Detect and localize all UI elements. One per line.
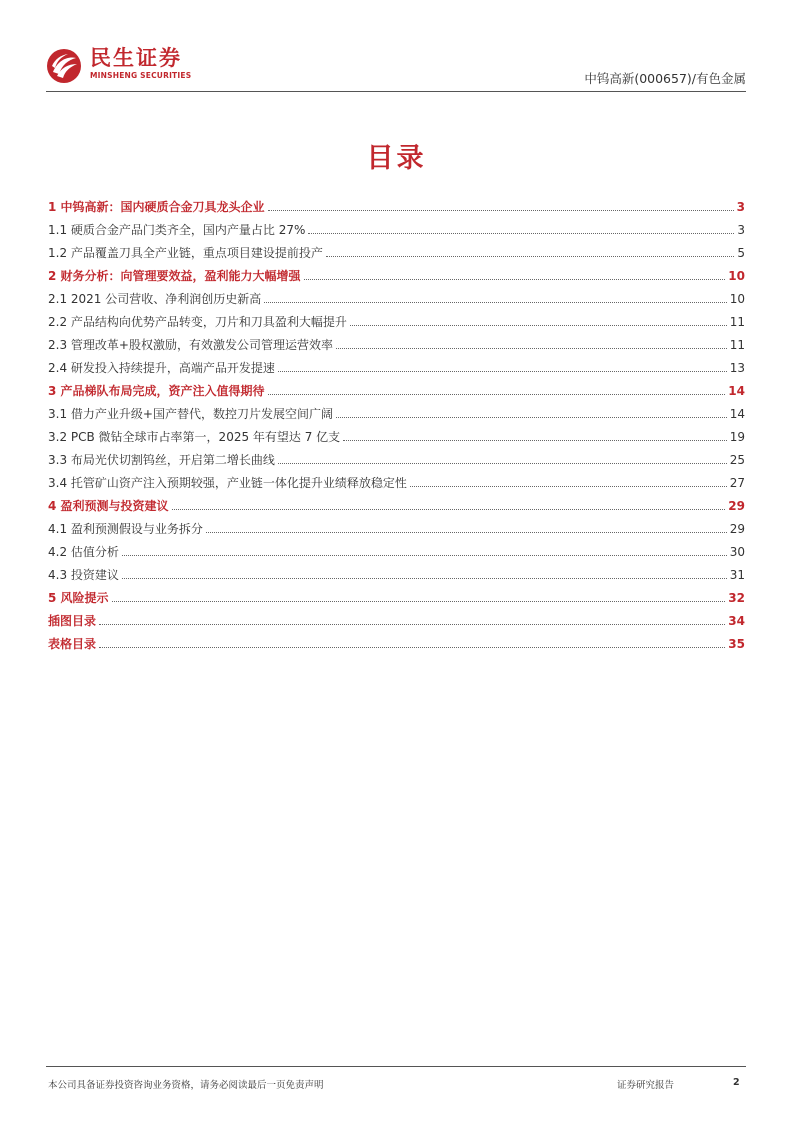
toc-entry-page: 14 bbox=[729, 407, 745, 421]
toc-entry-title: 1.1 硬质合金产品门类齐全，国内产量占比 27% bbox=[48, 223, 306, 237]
toc-leader-dots bbox=[264, 302, 726, 303]
toc-leader-dots bbox=[350, 325, 727, 326]
toc-entry-title: 1.2 产品覆盖刀具全产业链，重点项目建设提前投产 bbox=[48, 246, 323, 260]
toc-entry-title: 2.4 研发投入持续提升，高端产品开发提速 bbox=[48, 361, 275, 375]
toc-leader-dots bbox=[343, 440, 727, 441]
toc-entry-page: 29 bbox=[728, 499, 745, 513]
toc-leader-dots bbox=[122, 578, 727, 579]
toc-entry[interactable] bbox=[48, 605, 745, 628]
toc-leader-dots bbox=[336, 417, 727, 418]
brand bbox=[90, 46, 191, 81]
header-divider bbox=[46, 91, 746, 92]
toc-leader-dots bbox=[278, 463, 727, 464]
toc-leader-dots bbox=[206, 532, 727, 533]
page-number: 2 bbox=[733, 1077, 740, 1088]
toc-entry-page: 11 bbox=[729, 338, 745, 352]
toc-entry-page: 34 bbox=[728, 614, 745, 628]
toc-leader-dots bbox=[278, 371, 727, 372]
toc-entry[interactable] bbox=[48, 490, 745, 513]
toc-entry[interactable] bbox=[48, 375, 745, 398]
toc-entry-page: 27 bbox=[729, 476, 745, 490]
toc-entry[interactable] bbox=[48, 329, 745, 352]
toc-entry-page: 10 bbox=[728, 269, 745, 283]
toc-entry[interactable] bbox=[48, 306, 745, 329]
toc-entry-page: 3 bbox=[736, 200, 745, 214]
toc-entry-title: 1 中钨高新：国内硬质合金刀具龙头企业 bbox=[48, 200, 265, 214]
toc-entry-page: 31 bbox=[729, 568, 745, 582]
toc-entry[interactable] bbox=[48, 283, 745, 306]
toc-entry[interactable] bbox=[48, 467, 745, 490]
toc-entry-title: 4.3 投资建议 bbox=[48, 568, 119, 582]
toc-entry-title: 2 财务分析：向管理要效益，盈利能力大幅增强 bbox=[48, 269, 301, 283]
toc-leader-dots bbox=[268, 210, 734, 211]
toc-entry[interactable] bbox=[48, 398, 745, 421]
toc-entry[interactable] bbox=[48, 260, 745, 283]
toc-entry[interactable] bbox=[48, 214, 745, 237]
toc-entry-title: 2.3 管理改革+股权激励，有效激发公司管理运营效率 bbox=[48, 338, 333, 352]
toc-leader-dots bbox=[304, 279, 726, 280]
toc-entry-page: 13 bbox=[729, 361, 745, 375]
toc-entry[interactable] bbox=[48, 582, 745, 605]
toc-entry-page: 3 bbox=[737, 223, 745, 237]
minsheng-logo-icon bbox=[46, 48, 82, 84]
toc-entry-title: 5 风险提示 bbox=[48, 591, 109, 605]
footer-disclaimer: 本公司具备证券投资咨询业务资格，请务必阅读最后一页免责声明 bbox=[48, 1080, 324, 1091]
toc-entry-title: 4.2 估值分析 bbox=[48, 545, 119, 559]
toc-entry-page: 32 bbox=[728, 591, 745, 605]
toc-entry[interactable] bbox=[48, 536, 745, 559]
toc-entry-title: 2.1 2021 公司营收、净利润创历史新高 bbox=[48, 292, 262, 306]
toc-entry[interactable] bbox=[48, 352, 745, 375]
toc-entry[interactable] bbox=[48, 421, 745, 444]
toc-entry-title: 表格目录 bbox=[48, 637, 97, 651]
toc-entry-title: 4.1 盈利预测假设与业务拆分 bbox=[48, 522, 203, 536]
toc-entry-title: 3.4 托管矿山资产注入预期较强，产业链一体化提升业绩释放稳定性 bbox=[48, 476, 407, 490]
toc-entry-page: 5 bbox=[737, 246, 745, 260]
toc-leader-dots bbox=[99, 647, 725, 648]
toc-entry-title: 插图目录 bbox=[48, 614, 97, 628]
toc-entry-page: 30 bbox=[729, 545, 745, 559]
toc-leader-dots bbox=[112, 601, 726, 602]
toc-entry[interactable] bbox=[48, 559, 745, 582]
toc-entry-page: 29 bbox=[729, 522, 745, 536]
toc-entry[interactable] bbox=[48, 628, 745, 651]
toc-entry-page: 25 bbox=[729, 453, 745, 467]
brand-name-en: MINSHENG SECURITIES bbox=[90, 71, 192, 80]
toc-leader-dots bbox=[172, 509, 726, 510]
footer-divider bbox=[46, 1066, 746, 1067]
toc-leader-dots bbox=[268, 394, 726, 395]
toc-entry-title: 3 产品梯队布局完成，资产注入值得期待 bbox=[48, 384, 265, 398]
toc-entry[interactable] bbox=[48, 444, 745, 467]
toc-entry-page: 35 bbox=[728, 637, 745, 651]
toc-leader-dots bbox=[122, 555, 727, 556]
toc-leader-dots bbox=[308, 233, 734, 234]
toc-entry-title: 3.1 借力产业升级+国产替代，数控刀片发展空间广阔 bbox=[48, 407, 333, 421]
table-of-contents bbox=[48, 191, 745, 651]
toc-entry[interactable] bbox=[48, 513, 745, 536]
toc-leader-dots bbox=[99, 624, 725, 625]
brand-name-cn: 民生证券 bbox=[90, 46, 182, 70]
page-header bbox=[46, 44, 746, 92]
stock-label: 中钨高新(000657)/有色金属 bbox=[584, 71, 746, 86]
toc-leader-dots bbox=[410, 486, 727, 487]
toc-entry-title: 2.2 产品结构向优势产品转变，刀片和刀具盈利大幅提升 bbox=[48, 315, 347, 329]
toc-entry-page: 14 bbox=[728, 384, 745, 398]
footer-report-type: 证券研究报告 bbox=[617, 1080, 675, 1091]
toc-entry-page: 10 bbox=[729, 292, 745, 306]
toc-entry-title: 4 盈利预测与投资建议 bbox=[48, 499, 169, 513]
toc-entry-title: 3.2 PCB 微钻全球市占率第一，2025 年有望达 7 亿支 bbox=[48, 430, 341, 444]
page-title: 目录 bbox=[366, 143, 427, 174]
toc-leader-dots bbox=[336, 348, 727, 349]
toc-entry[interactable] bbox=[48, 191, 745, 214]
toc-entry[interactable] bbox=[48, 237, 745, 260]
toc-entry-title: 3.3 布局光伏切割钨丝，开启第二增长曲线 bbox=[48, 453, 275, 467]
toc-leader-dots bbox=[326, 256, 734, 257]
toc-entry-page: 11 bbox=[729, 315, 745, 329]
toc-entry-page: 19 bbox=[729, 430, 745, 444]
